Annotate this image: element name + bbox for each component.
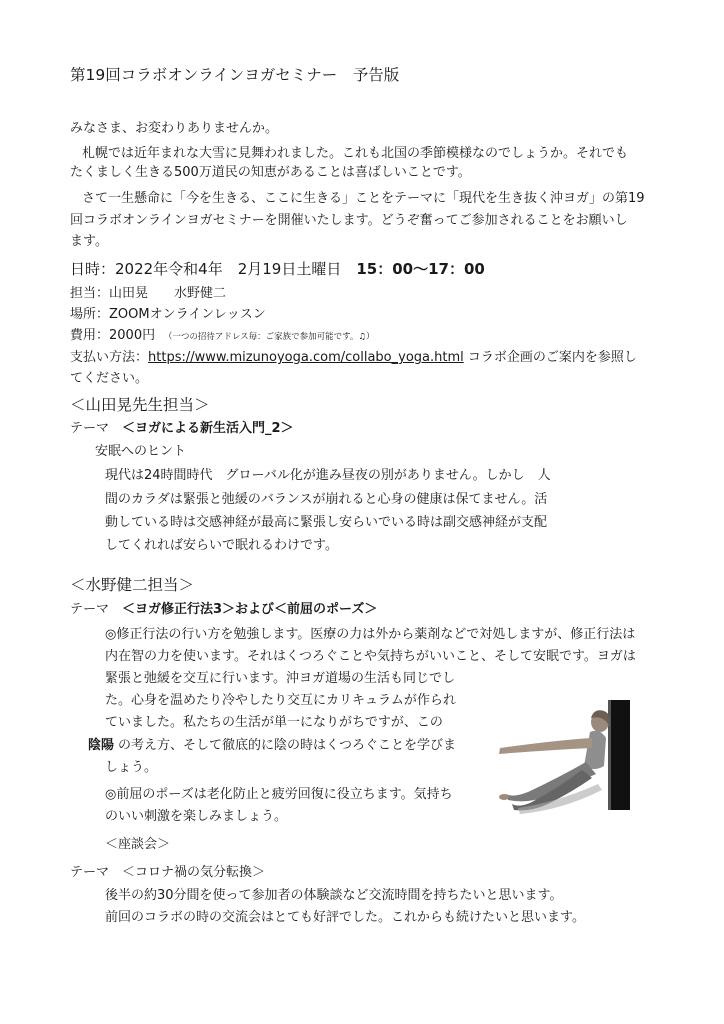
figure-feet bbox=[499, 794, 509, 800]
mizuno-paragraph-2-line-1: ◎前屈のポーズは老化防止と疲労回復に役立ちます。気持ち bbox=[105, 787, 453, 802]
mizuno-section-heading: ＜水野健二担当＞ bbox=[70, 576, 195, 594]
yamada-body-line-2: 間のカラダは緊張と弛緩のバランスが崩れると心身の健康は保てません。活 bbox=[105, 492, 548, 507]
event-time: 15：00〜17：00 bbox=[356, 260, 485, 278]
event-fee bbox=[70, 327, 375, 346]
zadankai-body-line-2: 前回のコラボの時の交流会はとても好評でした。これからも続けたいと思います。 bbox=[105, 910, 585, 925]
forward-bend-pose-photo bbox=[488, 700, 630, 816]
forward-bend-pose-illustration bbox=[488, 700, 630, 816]
zadankai-theme-title: ＜コロナ禍の気分転換＞ bbox=[122, 865, 266, 880]
mizuno-theme-label: テーマ bbox=[70, 602, 123, 617]
intro-paragraph-2-line-2: 回コラボオンラインヨガセミナーを開催いたします。どうぞ奮ってご参加されることをお願いし bbox=[70, 213, 628, 228]
mizuno-theme-title: ＜ヨガ修正行法3＞および＜前屈のポーズ＞ bbox=[122, 602, 378, 617]
figure-arms bbox=[499, 738, 592, 754]
intro-paragraph-2-line-1: さて一生懸命に「今を生きる、ここに生きる」ことをテーマに「現代を生き抜く沖ヨガ」の第19 bbox=[82, 191, 645, 206]
zadankai-heading: ＜座談会＞ bbox=[105, 837, 171, 852]
mizuno-body-line-5: ていました。私たちの生活が単一になりがちですが、この bbox=[105, 715, 443, 730]
mizuno-theme bbox=[70, 601, 377, 619]
event-place: 場所：ZOOMオンラインレッスン bbox=[70, 307, 266, 322]
margin-note-inyo: 陰陽 bbox=[88, 738, 115, 753]
yamada-theme bbox=[70, 420, 294, 438]
mizuno-body-line-2: 内在智の力を使います。それはくつろぐことや気持ちがいいこと、そして安眠です。ヨガは bbox=[105, 649, 636, 664]
mizuno-paragraph-2-line-2: のいい刺激を楽しみましょう。 bbox=[105, 809, 288, 824]
mizuno-body-line-1: ◎修正行法の行い方を勉強します。医療の力は外から薬剤などで対処しますが、修正行法は bbox=[105, 627, 636, 642]
yamada-theme-label: テーマ bbox=[70, 421, 123, 436]
yamada-body-line-4: してくれれば安らいで眠れるわけです。 bbox=[105, 538, 338, 553]
greeting-text: みなさま、お変わりありませんか。 bbox=[70, 121, 279, 136]
zadankai-theme bbox=[70, 864, 265, 882]
zadankai-theme-label: テーマ bbox=[70, 865, 123, 880]
event-date bbox=[70, 260, 485, 278]
yamada-section-heading: ＜山田晃先生担当＞ bbox=[70, 396, 210, 414]
payment-rest: コラボ企画のご案内を参照し bbox=[463, 350, 637, 365]
mizuno-body-line-4: た。心身を温めたり冷やしたり交互にカリキュラムが作られ bbox=[105, 693, 456, 708]
yamada-subheading: 安眠へのヒント bbox=[95, 444, 187, 459]
yamada-theme-title: ＜ヨガによる新生活入門_2＞ bbox=[122, 421, 294, 436]
mizuno-body-line-7: しょう。 bbox=[105, 760, 158, 775]
mizuno-body-line-6: の考え方、そして徹底的に陰の時はくつろぐことを学びま bbox=[118, 738, 457, 753]
mizuno-body-line-3: 緊張と弛緩を交互に行います。沖ヨガ道場の生活も同じでし bbox=[105, 671, 455, 686]
event-fee-note: （一つの招待アドレス毎：ご家族で参加可能です。♫） bbox=[168, 332, 375, 342]
event-fee-amount: 費用：2000円 bbox=[70, 328, 169, 343]
figure-torso bbox=[584, 731, 606, 769]
payment-link[interactable]: https://www.mizunoyoga.com/collabo_yoga.html bbox=[148, 350, 464, 365]
payment-method bbox=[70, 349, 637, 367]
yamada-body-line-3: 動している時は交感神経が最高に緊張し安らいでいる時は副交感神経が支配 bbox=[105, 515, 548, 530]
event-staff: 担当：山田晃 水野健二 bbox=[70, 286, 227, 301]
photo-dark-wall bbox=[610, 700, 630, 810]
page-title: 第19回コラボオンラインヨガセミナー 予告版 bbox=[70, 66, 400, 84]
payment-label: 支払い方法： bbox=[70, 350, 149, 365]
intro-paragraph-1-line-1: 札幌では近年まれな大雪に見舞われました。これも北国の季節模様なのでしょうか。それでも bbox=[82, 146, 629, 161]
intro-paragraph-2-line-3: ます。 bbox=[70, 234, 108, 249]
zadankai-body-line-1: 後半の約30分間を使って参加者の体験談など交流時間を持ちたいと思います。 bbox=[105, 888, 563, 903]
yamada-body-line-1: 現代は24時間時代 グローバル化が進み昼夜の別がありません。しかし 人 bbox=[105, 468, 551, 483]
payment-method-line-2: てください。 bbox=[70, 371, 149, 386]
event-date-label: 日時：2022年令和4年 2月19日土曜日 bbox=[70, 260, 357, 278]
intro-paragraph-1-line-2: たくましく生きる500万道民の知恵があることは喜ばしいことです。 bbox=[70, 165, 471, 180]
